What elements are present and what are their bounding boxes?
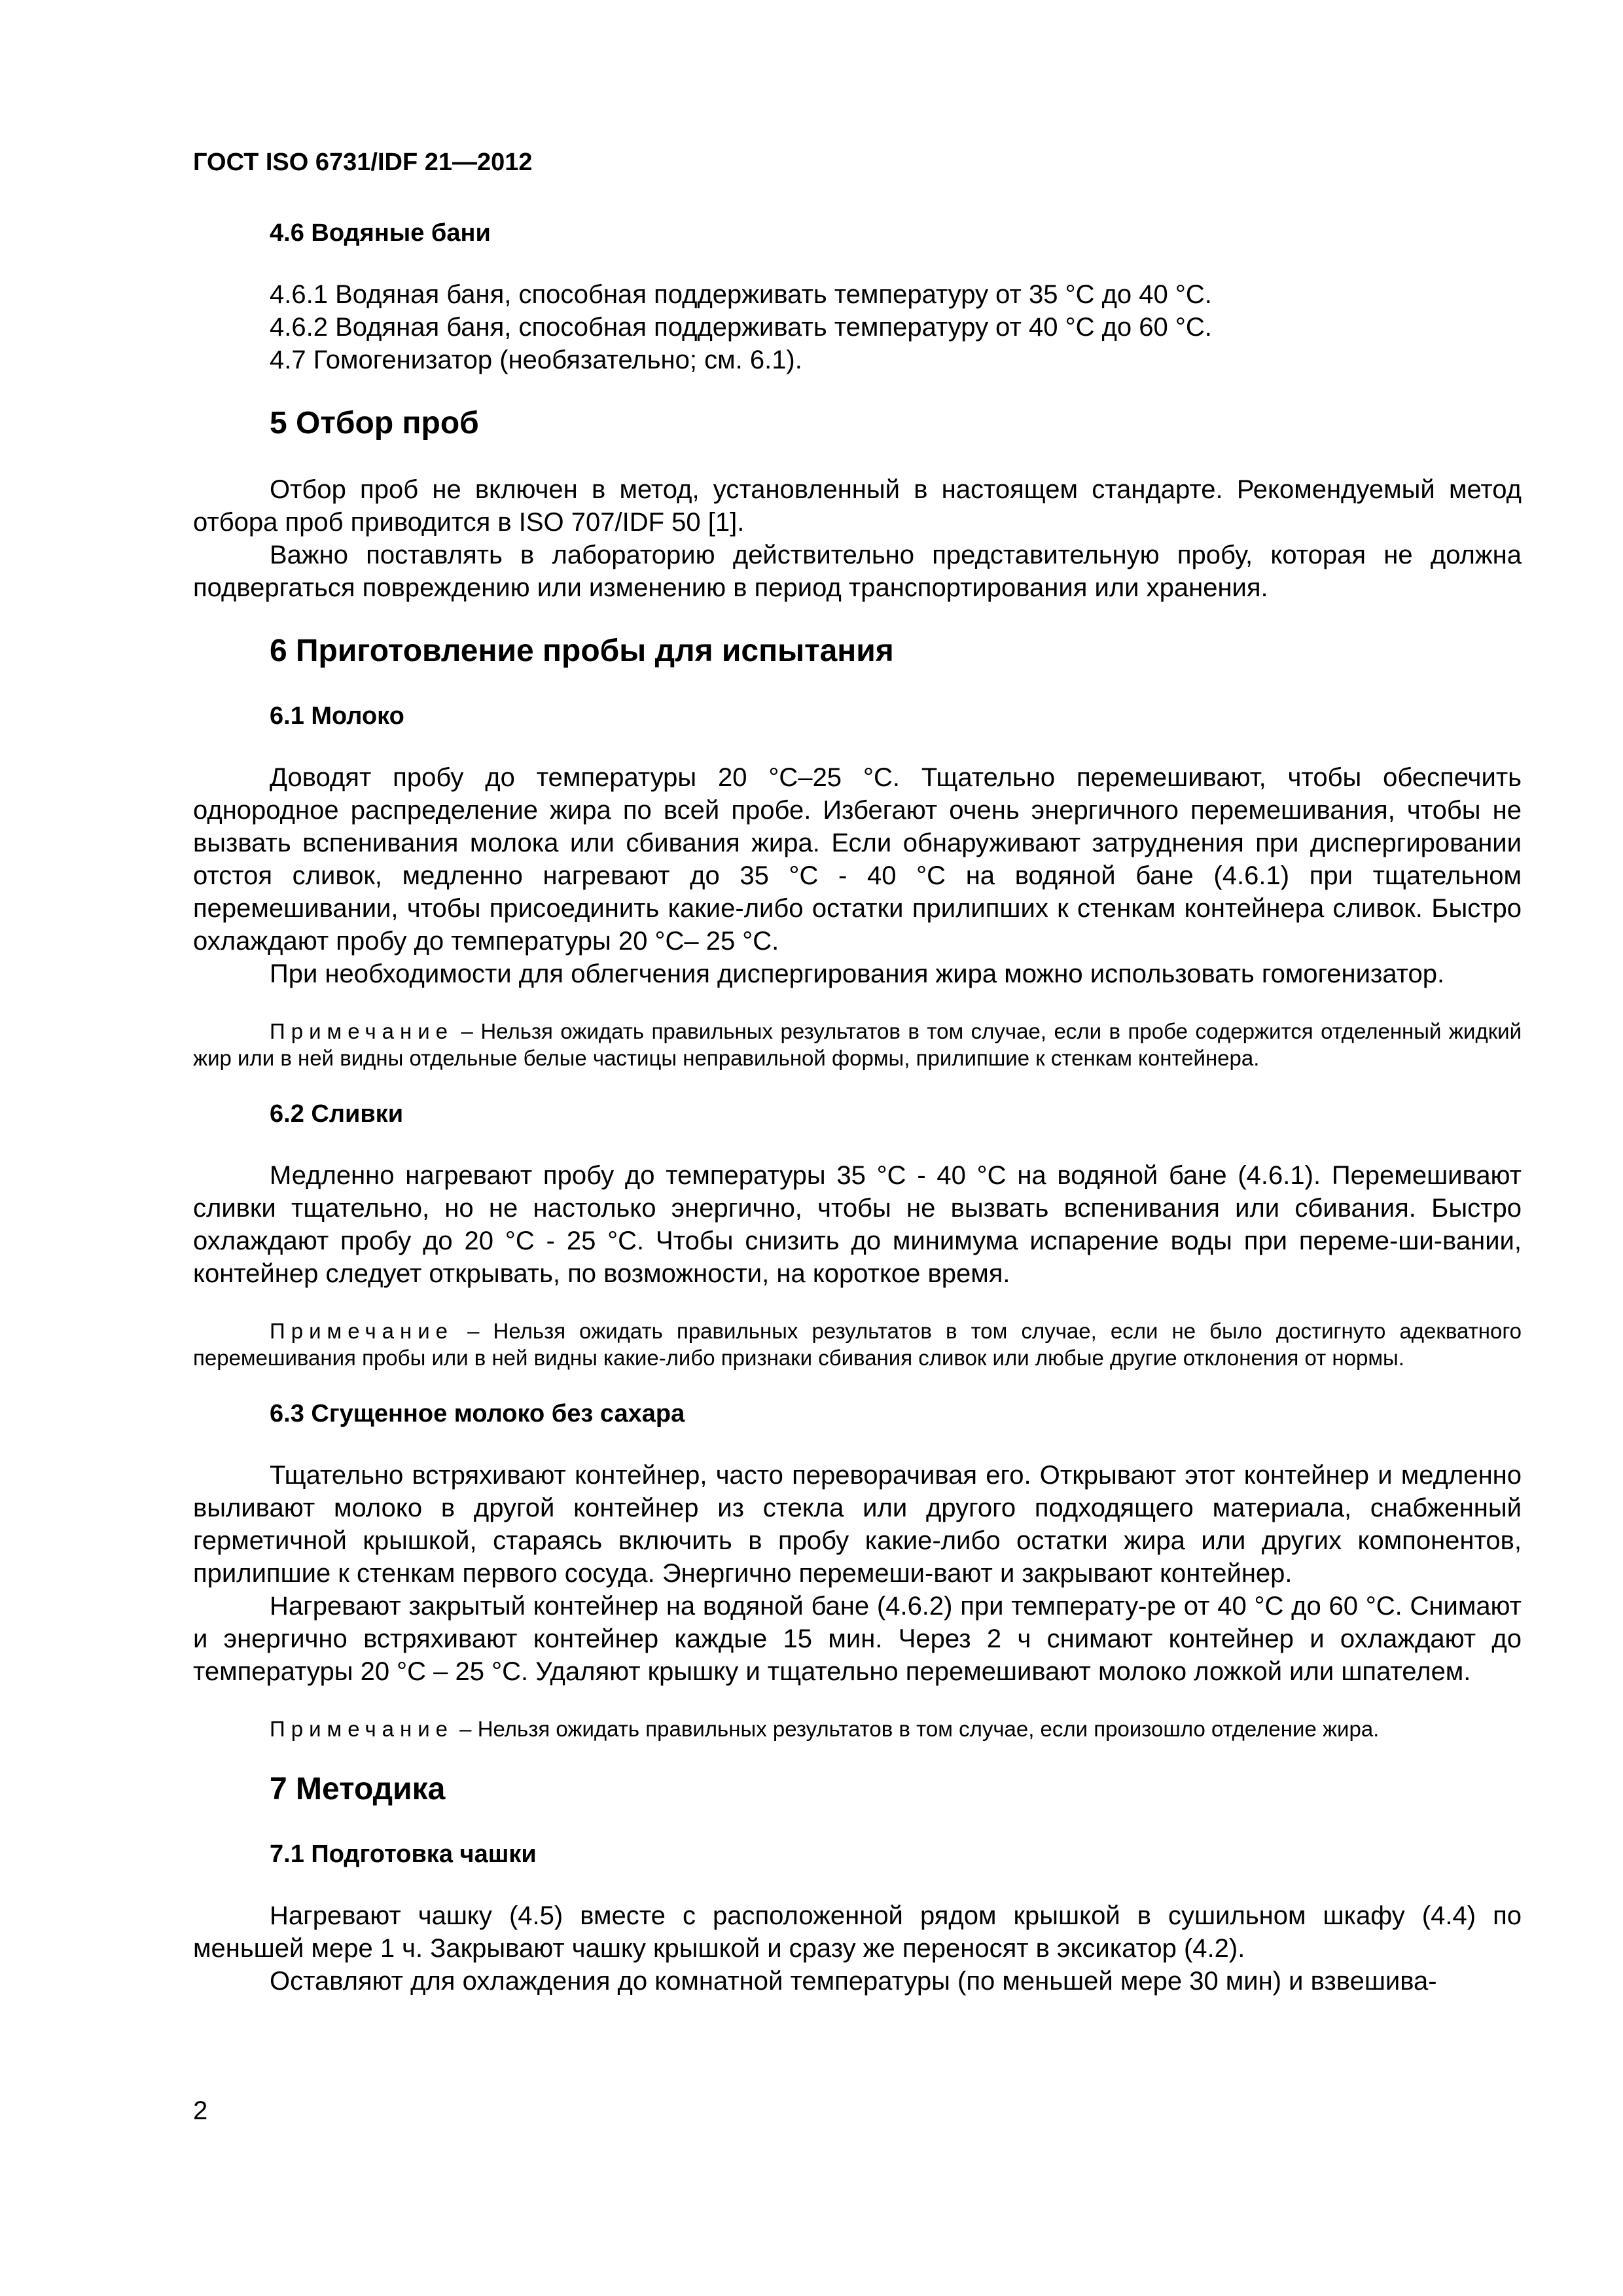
item-4-7: 4.7 Гомогенизатор (необязательно; см. 6.1). <box>270 346 802 374</box>
paragraph: Тщательно встряхивают контейнер, часто переворачивая его. Открывают этот контейнер и медленно выливают молоко в другой контейнер из стекла или другого подходящего материала, снабженный герметичной крышкой, стараясь включить в пробу какие-либо остатки жира или других компонентов, прилипшие к стенкам первого сосуда. Энергично перемеши-вают и закрывают контейнер. <box>193 1461 1522 1588</box>
note-text: – Нельзя ожидать правильных результатов в том случае, если произошло отделение жира. <box>454 1717 1380 1741</box>
heading-4-6: 4.6 Водяные бани <box>270 219 491 247</box>
paragraph: Важно поставлять в лабораторию действительно представительную пробу, которая не должна подвергаться повреждению или изменению в период транспортирования или хранения. <box>193 541 1522 602</box>
paragraph: Нагревают закрытый контейнер на водяной бане (4.6.2) при температу-ре от 40 °С до 60 °С. Снимают и энергично встряхивают контейнер каждые 15 мин. Через 2 ч снимают контейнер и охлаждают до температуры 20 °С – 25 °С. Удаляют крышку и тщательно перемешивают молоко ложкой или шпателем. <box>193 1592 1522 1686</box>
heading-7: 7 Методика <box>270 1772 446 1806</box>
section-6-1-body <box>193 761 1522 990</box>
paragraph: Оставляют для охлаждения до комнатной температуры (по меньшей мере 30 мин) и взвешива- <box>270 1967 1437 1996</box>
note-6-3 <box>193 1715 1522 1742</box>
section-6-3-body <box>193 1459 1522 1688</box>
note-text: – Нельзя ожидать правильных результатов в том случае, если в пробе содержится отделенный жидкий жир или в ней видны отдельные белые частицы неправильной формы, прилипшие к стенкам контейнера. <box>193 1019 1522 1070</box>
heading-5: 5 Отбор проб <box>270 406 479 440</box>
paragraph: Доводят пробу до температуры 20 °С–25 °С. Тщательно перемешивают, чтобы обеспечить однородное распределение жира по всей пробе. Избегают очень энергичного перемешивания, чтобы не вызвать вспенивания молока или сбивания жира. Если обнаруживают затруднения при диспергировании отстоя сливок, медленно нагревают до 35 °С - 40 °С на водяной бане (4.6.1) при тщательном перемешивании, чтобы присоединить какие-либо остатки прилипших к стенкам контейнера сливок. Быстро охлаждают пробу до температуры 20 °С– 25 °С. <box>193 763 1522 956</box>
section-4-6-items <box>193 278 1522 376</box>
item-4-6-2: 4.6.2 Водяная баня, способная поддерживать температуру от 40 °С до 60 °С. <box>270 313 1212 342</box>
note-label: Примечание <box>270 1019 454 1043</box>
paragraph: Отбор проб не включен в метод, установленный в настоящем стандарте. Рекомендуемый метод отбора проб приводится в ISO 707/IDF 50 [1]. <box>193 475 1522 537</box>
page-number: 2 <box>193 2096 208 2125</box>
note-label: Примечание <box>270 1319 454 1343</box>
note-6-2 <box>193 1318 1522 1371</box>
paragraph: При необходимости для облегчения диспергирования жира можно использовать гомогенизатор. <box>270 960 1445 988</box>
heading-6: 6 Приготовление пробы для испытания <box>270 634 894 668</box>
document-header: ГОСТ ISO 6731/IDF 21—2012 <box>193 149 533 176</box>
heading-7-1: 7.1 Подготовка чашки <box>270 1840 537 1868</box>
page-content <box>193 147 1522 2025</box>
note-label: Примечание <box>270 1717 454 1741</box>
note-text: – Нельзя ожидать правильных результатов в том случае, если не было достигнуто адекватного перемешивания пробы или в ней видны какие-либо признаки сбивания сливок или любые другие отклонения от нормы. <box>193 1319 1522 1370</box>
section-7-1-body <box>193 1899 1522 1998</box>
item-4-6-1: 4.6.1 Водяная баня, способная поддерживать температуру от 35 °С до 40 °С. <box>270 280 1212 309</box>
paragraph: Нагревают чашку (4.5) вместе с расположенной рядом крышкой в сушильном шкафу (4.4) по меньшей мере 1 ч. Закрывают чашку крышкой и сразу же переносят в эксикатор (4.2). <box>193 1901 1522 1963</box>
heading-6-3: 6.3 Сгущенное молоко без сахара <box>270 1400 685 1427</box>
section-6-2-body <box>193 1159 1522 1290</box>
note-6-1 <box>193 1018 1522 1071</box>
heading-6-2: 6.2 Сливки <box>270 1100 404 1128</box>
paragraph: Медленно нагревают пробу до температуры 35 °С - 40 °С на водяной бане (4.6.1). Перемешивают сливки тщательно, но не настолько энергично, чтобы не вызвать вспенивания или сбивания. Быстро охлаждают пробу до 20 °С - 25 °С. Чтобы снизить до минимума испарение воды при переме-ши-вании, контейнер следует открывать, по возможности, на короткое время. <box>193 1161 1522 1288</box>
section-5-body <box>193 473 1522 604</box>
heading-6-1: 6.1 Молоко <box>270 702 404 730</box>
